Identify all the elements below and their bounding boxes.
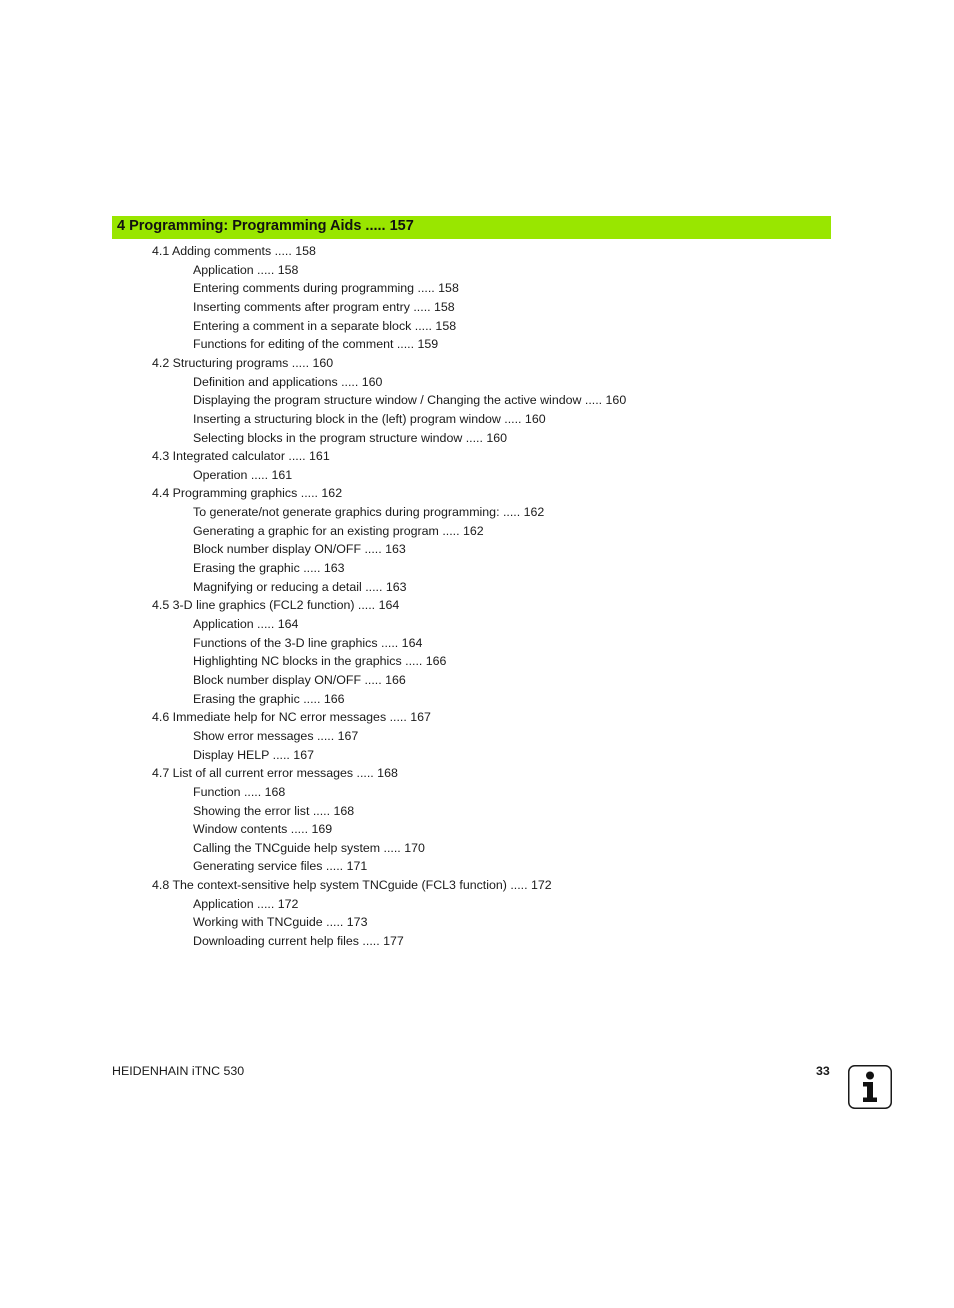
- toc-entry: Calling the TNCguide help system ..... 170: [193, 840, 425, 855]
- toc-entry: Window contents ..... 169: [193, 822, 333, 837]
- toc-entry: Generating a graphic for an existing program ..... 162: [193, 523, 484, 538]
- footer-product-name: HEIDENHAIN iTNC 530: [112, 1064, 245, 1078]
- toc-entry: Working with TNCguide ..... 173: [193, 915, 368, 930]
- toc-entry: Functions of the 3-D line graphics ..... 164: [193, 635, 423, 650]
- page-number: 33: [816, 1064, 830, 1078]
- toc-entry: Magnifying or reducing a detail ..... 163: [193, 579, 407, 594]
- toc-entry: Operation ..... 161: [193, 467, 293, 482]
- toc-entry: 4.5 3-D line graphics (FCL2 function) ..... 164: [152, 598, 400, 613]
- toc-entry: Application ..... 164: [193, 617, 299, 631]
- toc-entry: 4.4 Programming graphics ..... 162: [152, 486, 343, 501]
- toc-entry: 4.8 The context-sensitive help system TNCguide (FCL3 function) ..... 172: [152, 878, 552, 893]
- toc-entry: Block number display ON/OFF ..... 166: [193, 672, 406, 687]
- toc-entry: Application ..... 172: [193, 896, 299, 911]
- toc-entry: Showing the error list ..... 168: [193, 803, 355, 818]
- chapter-heading-bar: [112, 216, 831, 239]
- toc-entry: Downloading current help files ..... 177: [193, 934, 404, 949]
- toc-entry: 4.3 Integrated calculator ..... 161: [152, 449, 330, 464]
- toc-entry: 4.1 Adding comments ..... 158: [152, 244, 316, 258]
- toc-entry: Inserting a structuring block in the (left) program window ..... 160: [193, 411, 546, 426]
- toc-entry: Application ..... 158: [193, 262, 299, 277]
- toc-entry: Functions for editing of the comment ..... 159: [193, 337, 439, 352]
- toc-entry: Function ..... 168: [193, 784, 286, 799]
- info-icon: [848, 1065, 892, 1109]
- toc-entry: 4.6 Immediate help for NC error messages ..... 167: [152, 710, 431, 725]
- toc-entry: Erasing the graphic ..... 163: [193, 561, 345, 576]
- toc-entry: Generating service files ..... 171: [193, 859, 368, 874]
- toc-entry: Selecting blocks in the program structure window ..... 160: [193, 430, 508, 445]
- toc-entry: Displaying the program structure window / Changing the active window ..... 160: [193, 393, 627, 408]
- toc-entry: To generate/not generate graphics during programming: ..... 162: [193, 505, 545, 520]
- toc-entry: Show error messages ..... 167: [193, 728, 359, 743]
- toc-entry: Display HELP ..... 167: [193, 747, 314, 762]
- toc-entry: Entering a comment in a separate block ..... 158: [193, 318, 457, 333]
- toc-entry: 4.2 Structuring programs ..... 160: [152, 355, 334, 370]
- toc-entry: 4.7 List of all current error messages ..... 168: [152, 766, 398, 781]
- toc-entry: Highlighting NC blocks in the graphics ..... 166: [193, 654, 447, 669]
- chapter-title: 4 Programming: Programming Aids ..... 157: [117, 218, 414, 234]
- toc-entry: Erasing the graphic ..... 166: [193, 691, 345, 706]
- toc-entry: Definition and applications ..... 160: [193, 374, 383, 389]
- toc-entry: Block number display ON/OFF ..... 163: [193, 542, 406, 557]
- toc-entry: Entering comments during programming ..... 158: [193, 281, 459, 296]
- toc-entry: Inserting comments after program entry ..... 158: [193, 299, 455, 314]
